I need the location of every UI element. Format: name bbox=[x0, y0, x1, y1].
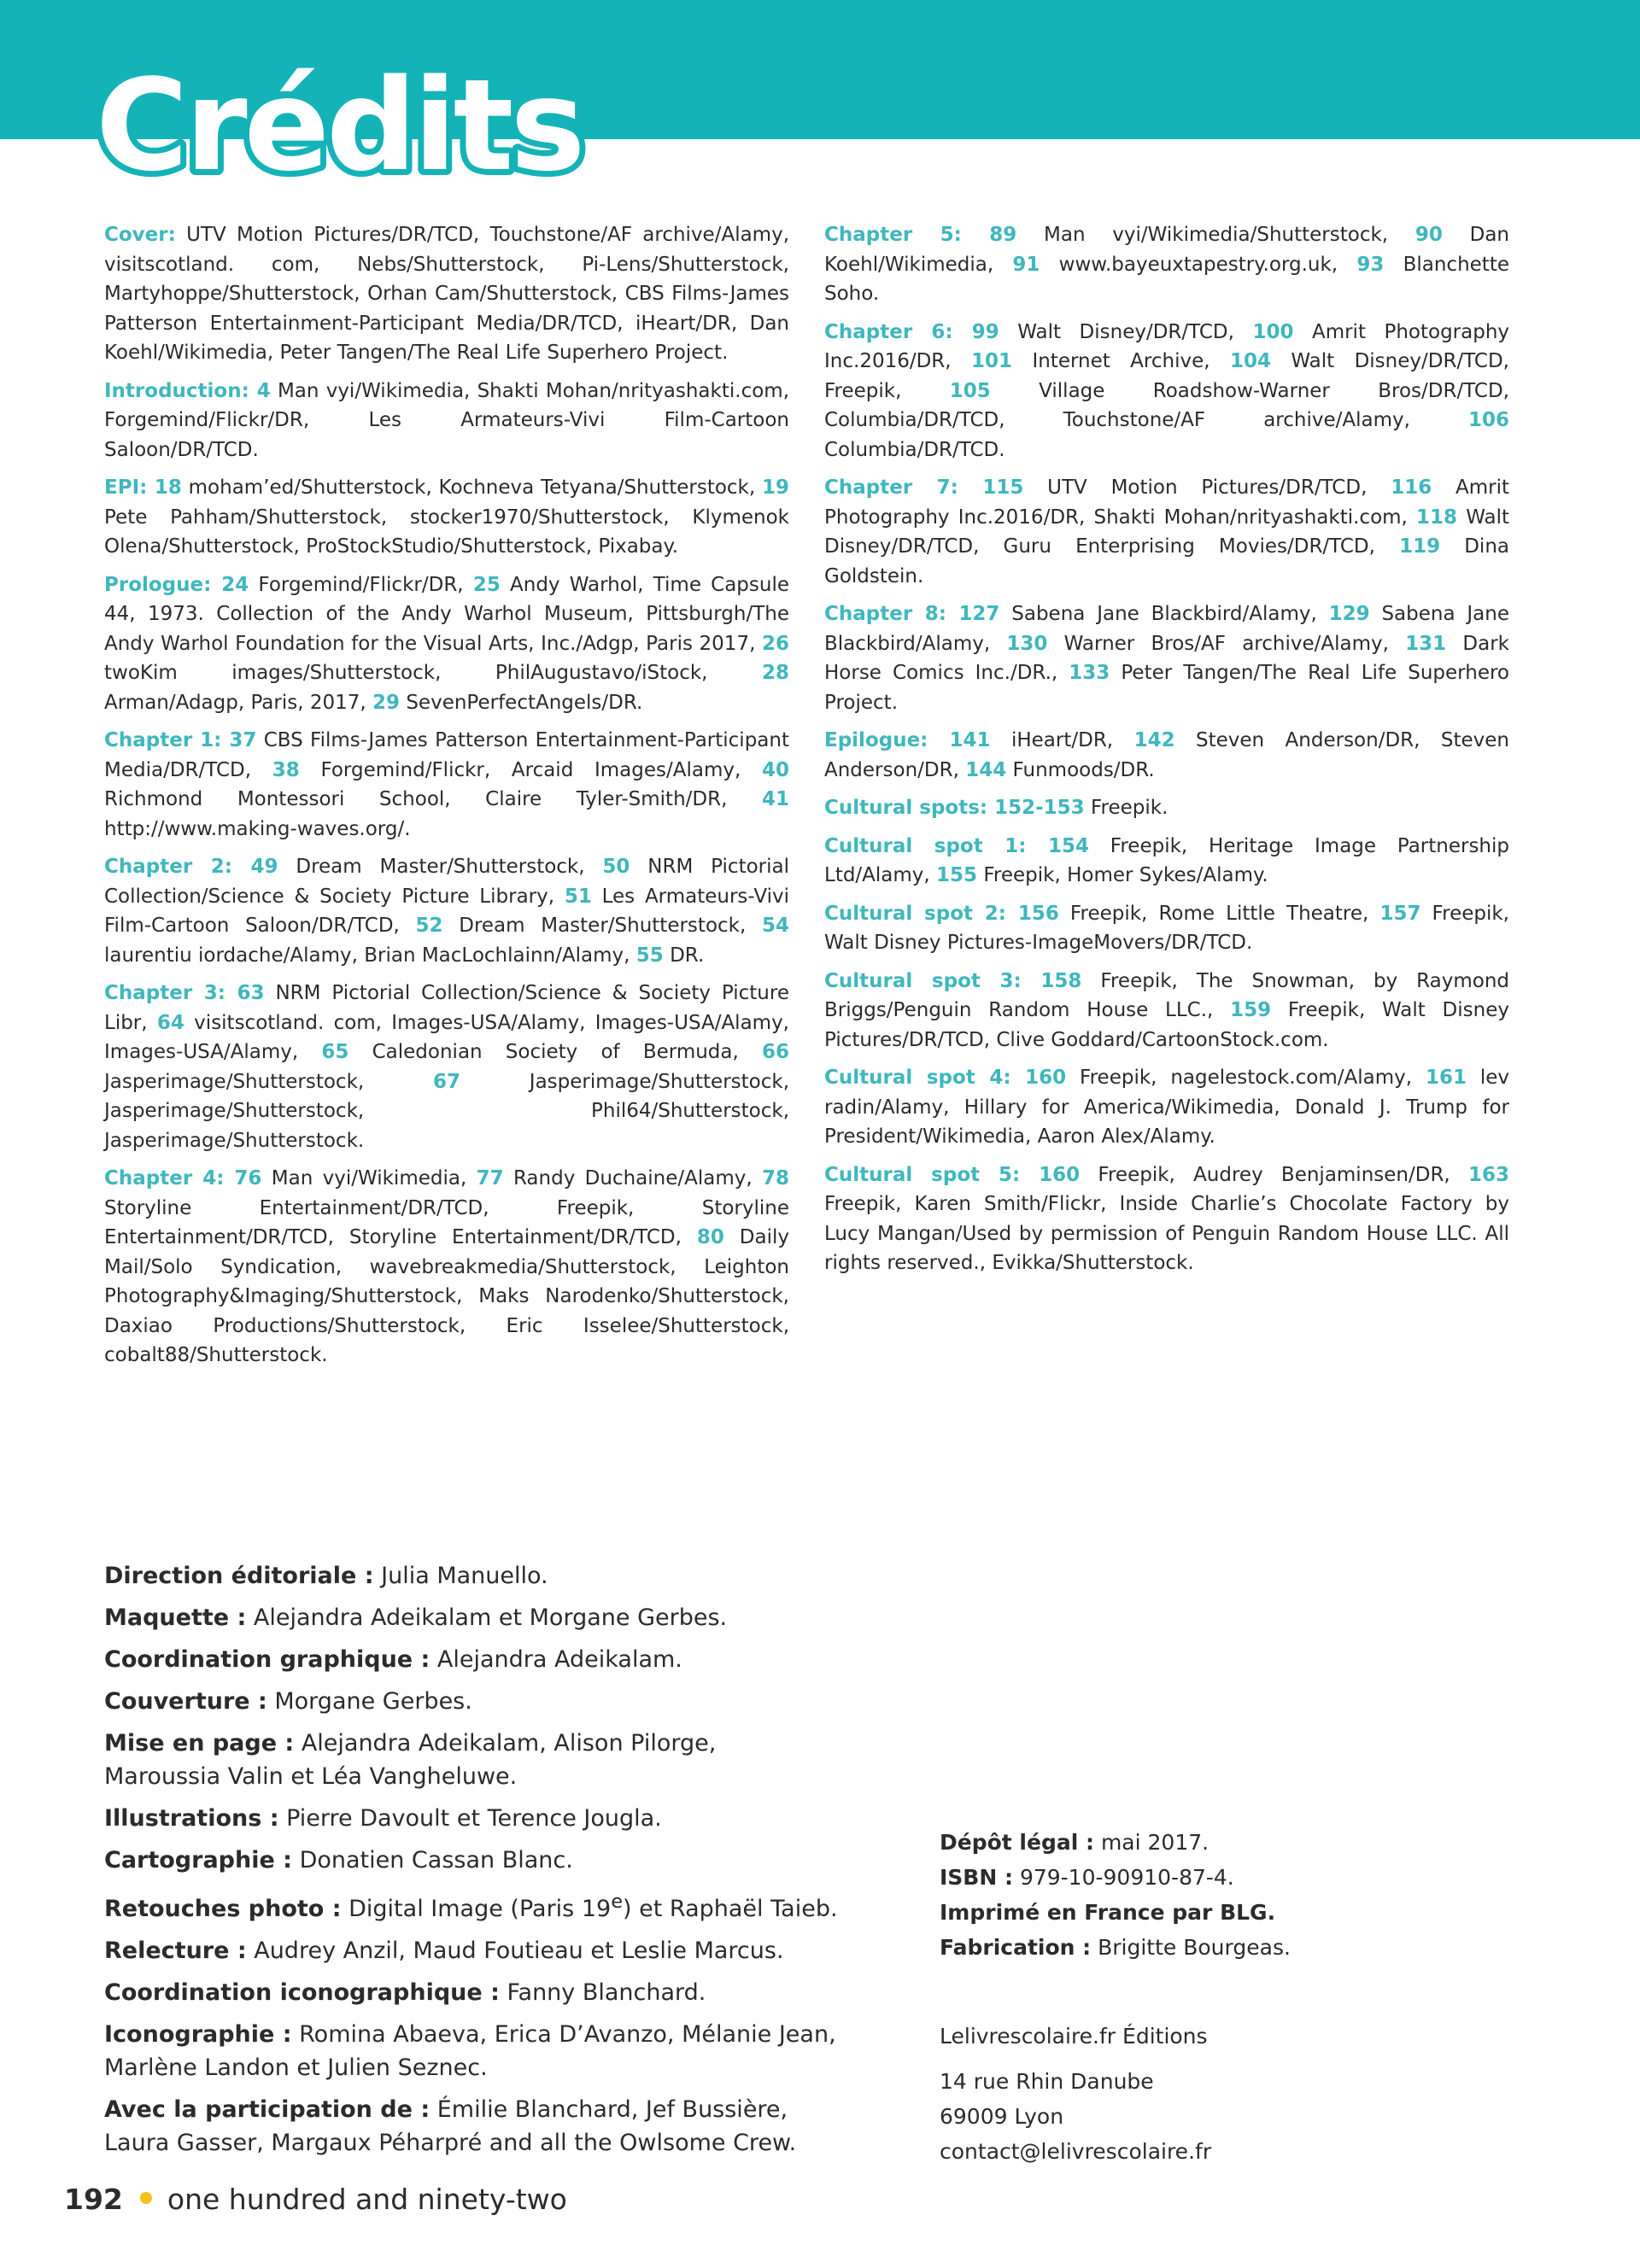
title-graphic bbox=[92, 50, 583, 199]
credit-entry bbox=[824, 318, 1509, 465]
credit-heading: Chapter 6: bbox=[824, 320, 953, 343]
credit-text: Man vyi/Wikimedia/Shutterstock, bbox=[1016, 224, 1415, 246]
credit-heading: Chapter 3: bbox=[104, 982, 226, 1004]
credit-heading: Chapter 4: bbox=[104, 1167, 225, 1190]
legal-line bbox=[940, 1860, 1538, 1895]
credit-heading: Cultural spots: bbox=[824, 797, 988, 819]
credit-heading: Introduction: bbox=[104, 379, 249, 402]
credit-entry bbox=[104, 726, 789, 844]
staff-role: Coordination iconographique : bbox=[104, 1979, 500, 2006]
page-title bbox=[92, 50, 583, 199]
credit-text: Andy Warhol, Time Capsule 44, 1973. Collection of the Andy Warhol Museum, Pittsburgh/The Andy Warhol Foundation for the Visual Arts, Inc./Adgp, Paris 2017, bbox=[104, 573, 790, 655]
page-ref: 90 bbox=[1414, 224, 1443, 246]
page-ref: 50 bbox=[602, 856, 630, 878]
page-number-words: one hundred and ninety-two bbox=[167, 2183, 567, 2216]
credit-text: Columbia/DR/TCD. bbox=[824, 438, 1005, 461]
credit-entry bbox=[104, 570, 789, 718]
credit-text: Dina Goldstein. bbox=[824, 535, 1509, 587]
credit-heading: Prologue: bbox=[104, 573, 212, 596]
credit-text: Walt Disney/DR/TCD, Freepik, bbox=[824, 350, 1509, 402]
credit-text: Sabena Jane Blackbird/Alamy, bbox=[999, 603, 1329, 625]
page-ref: 155 bbox=[936, 864, 978, 886]
credit-heading: Chapter 1: bbox=[104, 729, 222, 751]
staff-item bbox=[104, 1934, 839, 1967]
credit-heading: Chapter 5: bbox=[824, 224, 962, 246]
page-ref: 142 bbox=[1133, 729, 1175, 751]
legal-line bbox=[940, 1895, 1538, 1930]
staff-names: Morgane Gerbes. bbox=[266, 1688, 472, 1715]
page-ref: 28 bbox=[761, 662, 789, 684]
staff-item bbox=[104, 1844, 839, 1877]
page-number: 192 bbox=[64, 2183, 123, 2216]
credit-text: visitscotland. com, Images-USA/Alamy, Images-USA/Alamy, Images-USA/Alamy, bbox=[104, 1011, 789, 1063]
bullet-icon bbox=[140, 2192, 152, 2204]
credit-text: Village Roadshow-Warner Bros/DR/TCD, Columbia/DR/TCD, Touchstone/AF archive/Alamy, bbox=[824, 379, 1509, 431]
credit-heading: Cultural spot 5: bbox=[824, 1163, 1021, 1186]
legal-label: Dépôt légal : bbox=[940, 1830, 1094, 1855]
credit-entry bbox=[824, 220, 1509, 309]
credits-left-column bbox=[104, 220, 789, 1379]
credit-text: Freepik, Audrey Benjaminsen/DR, bbox=[1080, 1163, 1468, 1186]
credit-entry bbox=[104, 852, 789, 970]
credit-entry bbox=[104, 1164, 789, 1371]
credit-text: Man vyi/Wikimedia, Shakti Mohan/nrityashakti.com, Forgemind/Flickr/DR, Les Armateurs-Vivi Film-Cartoon Saloon/DR/TCD. bbox=[104, 379, 790, 461]
staff-role: Cartographie : bbox=[104, 1847, 292, 1873]
page-ref: 131 bbox=[1405, 632, 1447, 655]
page-ref: 55 bbox=[636, 944, 664, 967]
credit-text: SevenPerfectAngels/DR. bbox=[400, 691, 643, 714]
credit-text: twoKim images/Shutterstock, PhilAugustavo/iStock, bbox=[104, 662, 762, 684]
credit-text: Amrit Photography Inc.2016/DR, Shakti Mohan/nrityashakti.com, bbox=[824, 476, 1509, 529]
page-ref: 26 bbox=[761, 632, 789, 655]
staff-role: Maquette : bbox=[104, 1605, 247, 1631]
credit-heading: Cultural spot 3: bbox=[824, 969, 1022, 992]
credit-text: lev radin/Alamy, Hillary for America/Wikimedia, Donald J. Trump for President/Wikimedia, Aaron Alex/Alamy. bbox=[824, 1067, 1509, 1148]
credit-text: iHeart/DR, bbox=[990, 729, 1134, 751]
page-ref: 160 bbox=[1010, 1067, 1067, 1089]
page-ref: 99 bbox=[952, 320, 999, 343]
page-ref: 40 bbox=[761, 758, 789, 781]
staff-names: Romina Abaeva, Erica D’Avanzo, Mélanie Jean, Marlène Landon et Julien Seznec. bbox=[104, 2021, 836, 2081]
staff-item bbox=[104, 1643, 839, 1676]
page-ref: 76 bbox=[224, 1167, 262, 1190]
page-ref: 133 bbox=[1069, 662, 1110, 684]
staff-role: Relecture : bbox=[104, 1938, 247, 1964]
credit-text: Jasperimage/Shutterstock, bbox=[104, 1070, 433, 1093]
page-ref: 18 bbox=[147, 476, 182, 499]
page-ref: 104 bbox=[1229, 350, 1271, 372]
credit-text: Forgemind/Flickr/DR, bbox=[249, 573, 473, 596]
credits-right-column bbox=[824, 220, 1509, 1287]
page-ref: 129 bbox=[1328, 603, 1370, 625]
page-ref: 37 bbox=[221, 729, 257, 751]
page-ref: 160 bbox=[1020, 1163, 1081, 1186]
credit-text: www.bayeuxtapestry.org.uk, bbox=[1040, 253, 1357, 276]
publisher-city: 69009 Lyon bbox=[940, 2104, 1064, 2129]
editorial-staff bbox=[104, 1559, 839, 2168]
credit-text: Storyline Entertainment/DR/TCD, Freepik, Storyline Entertainment/DR/TCD, Storyline Entertainment/DR/TCD, bbox=[104, 1196, 789, 1248]
page-ref: 4 bbox=[249, 379, 271, 402]
staff-names: Donatien Cassan Blanc. bbox=[291, 1847, 573, 1873]
page-ref: 89 bbox=[961, 224, 1017, 246]
legal-value: mai 2017. bbox=[1094, 1830, 1210, 1855]
credit-text: Freepik, Walt Disney Pictures/DR/TCD, Clive Goddard/CartoonStock.com. bbox=[824, 999, 1509, 1051]
credit-entry bbox=[104, 377, 789, 465]
credit-text: Blanchette Soho. bbox=[824, 253, 1509, 305]
page-ref: 63 bbox=[225, 982, 265, 1004]
credit-text: Dream Master/Shutterstock, bbox=[442, 915, 762, 937]
staff-item bbox=[104, 1559, 839, 1593]
credit-text: Freepik, Heritage Image Partnership Ltd/Alamy, bbox=[824, 834, 1509, 886]
credit-entry bbox=[824, 726, 1509, 785]
credit-text: Jasperimage/Shutterstock, Jasperimage/Shutterstock, Phil64/Shutterstock, Jasperimage/Shutterstock. bbox=[104, 1070, 790, 1152]
page-ref: 54 bbox=[761, 915, 789, 937]
credit-text: UTV Motion Pictures/DR/TCD, Touchstone/AF archive/Alamy, visitscotland. com, Nebs/Shutterstock, Pi-Lens/Shutterstock, Martyhoppe/Shutterstock, Orhan Cam/Shutterstock, CBS Films-James Patterson Entertainment-Participant Media/DR/TCD, iHeart/DR, Dan Koehl/Wikimedia, Peter Tangen/The Real Life Superhero Project. bbox=[104, 224, 789, 364]
publisher-email: contact@lelivrescolaire.fr bbox=[940, 2139, 1212, 2164]
credit-text: Freepik, The Snowman, by Raymond Briggs/Penguin Random House LLC., bbox=[824, 969, 1509, 1021]
staff-role: Mise en page : bbox=[104, 1730, 295, 1757]
publisher-address bbox=[940, 2019, 1538, 2169]
page-ref: 106 bbox=[1467, 409, 1509, 431]
credit-text: Steven Anderson/DR, Steven Anderson/DR, bbox=[824, 729, 1509, 781]
page-ref: 141 bbox=[928, 729, 991, 751]
credit-text: Walt Disney/DR/TCD, Guru Enterprising Movies/DR/TCD, bbox=[824, 506, 1509, 558]
legal-label: Imprimé en France par BLG. bbox=[940, 1900, 1276, 1925]
page-ref: 41 bbox=[761, 788, 789, 810]
legal-value: 979-10-90910-87-4. bbox=[1013, 1865, 1234, 1890]
credit-text: Daily Mail/Solo Syndication, wavebreakmedia/Shutterstock, Leighton Photography&Imaging/Shutterstock, Maks Narodenko/Shutterstock, Daxiao Productions/Shutterstock, Eric Isselee/Shutterstock, cobalt88/Shutterstock. bbox=[104, 1226, 789, 1366]
staff-names: Alejandra Adeikalam, Alison Pilorge, Maroussia Valin et Léa Vangheluwe. bbox=[104, 1730, 717, 1790]
credit-text: Freepik, Rome Little Theatre, bbox=[1058, 902, 1380, 925]
credit-entry bbox=[824, 967, 1509, 1055]
credit-text: Freepik, Homer Sykes/Alamy. bbox=[977, 864, 1268, 886]
staff-role: Iconographie : bbox=[104, 2021, 292, 2048]
publisher-street: 14 rue Rhin Danube bbox=[940, 2069, 1154, 2094]
page-ref: 159 bbox=[1230, 999, 1272, 1021]
staff-names: Audrey Anzil, Maud Foutieau et Leslie Marcus. bbox=[246, 1938, 784, 1964]
credit-text: UTV Motion Pictures/DR/TCD, bbox=[1023, 476, 1391, 499]
credit-heading: Cover: bbox=[104, 224, 176, 246]
credit-heading: Chapter 8: bbox=[824, 603, 946, 625]
credit-text: Les Armateurs-Vivi Film-Cartoon Saloon/DR/TCD, bbox=[104, 885, 789, 937]
staff-role: Couverture : bbox=[104, 1688, 267, 1715]
credit-text: NRM Pictorial Collection/Science & Society Picture Libr, bbox=[104, 982, 789, 1034]
superscript: e bbox=[611, 1891, 624, 1913]
staff-names: Pierre Davoult et Terence Jougla. bbox=[278, 1805, 662, 1832]
legal-value: Brigitte Bourgeas. bbox=[1091, 1935, 1291, 1960]
staff-role: Coordination graphique : bbox=[104, 1646, 430, 1673]
credit-entry bbox=[824, 599, 1509, 717]
staff-role: Retouches photo : bbox=[104, 1896, 342, 1922]
title-text: Crédits bbox=[96, 52, 583, 199]
page-ref: 77 bbox=[476, 1167, 504, 1190]
page-footer bbox=[64, 2183, 567, 2217]
staff-role: Avec la participation de : bbox=[104, 2096, 430, 2123]
staff-item bbox=[104, 2018, 839, 2084]
page-ref: 51 bbox=[564, 885, 592, 908]
staff-item bbox=[104, 1976, 839, 2009]
credit-text: Pete Pahham/Shutterstock, stocker1970/Shutterstock, Klymenok Olena/Shutterstock, ProStockStudio/Shutterstock, Pixabay. bbox=[104, 506, 789, 558]
credit-text: Internet Archive, bbox=[1012, 350, 1230, 372]
page-ref: 154 bbox=[1026, 834, 1089, 857]
credit-text: CBS Films-James Patterson Entertainment-Participant Media/DR/TCD, bbox=[104, 729, 789, 781]
credit-heading: Cultural spot 2: bbox=[824, 902, 1007, 925]
credit-entry bbox=[104, 473, 789, 562]
staff-item bbox=[104, 1727, 839, 1793]
staff-names: Digital Image (Paris 19 bbox=[341, 1896, 612, 1922]
page-ref: 105 bbox=[949, 379, 991, 402]
staff-names: Julia Manuello. bbox=[373, 1563, 548, 1589]
credit-text: Freepik, nagelestock.com/Alamy, bbox=[1066, 1067, 1426, 1089]
credit-text: DR. bbox=[663, 944, 705, 967]
credit-text: Dream Master/Shutterstock, bbox=[278, 856, 603, 878]
page-ref: 29 bbox=[372, 691, 401, 714]
staff-item bbox=[104, 1685, 839, 1718]
credit-text: Warner Bros/AF archive/Alamy, bbox=[1047, 632, 1406, 655]
credit-text: Amrit Photography Inc.2016/DR, bbox=[824, 320, 1510, 372]
page-ref: 78 bbox=[762, 1167, 790, 1190]
staff-role: Illustrations : bbox=[104, 1805, 279, 1832]
credit-entry bbox=[824, 1160, 1509, 1278]
staff-names: Fanny Blanchard. bbox=[499, 1979, 706, 2006]
staff-role: Direction éditoriale : bbox=[104, 1563, 374, 1589]
page-ref: 101 bbox=[971, 350, 1013, 372]
page-ref: 130 bbox=[1006, 632, 1048, 655]
credit-text: Funmoods/DR. bbox=[1006, 758, 1155, 781]
credit-heading: Cultural spot 1: bbox=[824, 834, 1027, 857]
legal-line bbox=[940, 1825, 1538, 1860]
page-ref: 163 bbox=[1467, 1163, 1509, 1186]
credit-text: Forgemind/Flickr, Arcaid Images/Alamy, bbox=[299, 758, 762, 781]
credit-text: Randy Duchaine/Alamy, bbox=[503, 1167, 762, 1190]
credit-heading: Epilogue: bbox=[824, 729, 928, 751]
page-ref: 119 bbox=[1399, 535, 1441, 558]
credit-text: Sabena Jane Blackbird/Alamy, bbox=[824, 603, 1509, 655]
credit-text: Arman/Adagp, Paris, 2017, bbox=[104, 691, 372, 714]
page-ref: 24 bbox=[211, 573, 249, 596]
page-ref: 127 bbox=[946, 603, 1000, 625]
credit-text: Dark Horse Comics Inc./DR., bbox=[824, 632, 1509, 684]
page-ref: 158 bbox=[1021, 969, 1082, 992]
credit-text: moham’ed/Shutterstock, Kochneva Tetyana/Shutterstock, bbox=[181, 476, 762, 499]
credit-entry bbox=[104, 220, 789, 368]
page-ref: 100 bbox=[1252, 320, 1294, 343]
publisher-name: Lelivrescolaire.fr Éditions bbox=[940, 2024, 1208, 2049]
credit-entry bbox=[824, 1063, 1509, 1152]
credit-heading: Cultural spot 4: bbox=[824, 1067, 1011, 1089]
credit-text: NRM Pictorial Collection/Science & Society Picture Library, bbox=[104, 856, 789, 908]
legal-label: ISBN : bbox=[940, 1865, 1013, 1890]
page-ref: 161 bbox=[1425, 1067, 1467, 1089]
page-ref: 91 bbox=[1012, 253, 1040, 276]
page-ref: 93 bbox=[1356, 253, 1385, 276]
credit-text: Richmond Montessori School, Claire Tyler-Smith/DR, bbox=[104, 788, 762, 810]
page-ref: 66 bbox=[762, 1041, 790, 1063]
page-ref: 115 bbox=[958, 476, 1024, 499]
page-ref: 80 bbox=[696, 1226, 724, 1248]
credit-text: Freepik, Walt Disney Pictures-ImageMovers/DR/TCD. bbox=[824, 902, 1509, 954]
legal-line bbox=[940, 1930, 1538, 1965]
credit-entry bbox=[824, 832, 1509, 891]
credit-text: Walt Disney/DR/TCD, bbox=[999, 320, 1253, 343]
credit-text: Caledonian Society of Bermuda, bbox=[348, 1041, 762, 1063]
page-ref: 52 bbox=[415, 915, 443, 937]
staff-item bbox=[104, 2093, 839, 2160]
credit-text: Man vyi/Wikimedia, bbox=[261, 1167, 477, 1190]
page-ref: 156 bbox=[1006, 902, 1059, 925]
credit-entry bbox=[104, 979, 789, 1155]
credit-text: Freepik, Karen Smith/Flickr, Inside Charlie’s Chocolate Factory by Lucy Mangan/Used by permission of Penguin Random House LLC. All rights reserved., Evikka/Shutterstock. bbox=[824, 1193, 1509, 1274]
staff-item bbox=[104, 1885, 839, 1926]
staff-names: Alejandra Adeikalam. bbox=[430, 1646, 682, 1673]
credit-heading: EPI: bbox=[104, 476, 148, 499]
page-ref: 144 bbox=[965, 758, 1007, 781]
credit-text: http://www.making-waves.org/. bbox=[104, 817, 411, 840]
staff-item bbox=[104, 1601, 839, 1634]
page-ref: 157 bbox=[1379, 902, 1421, 925]
page-ref: 49 bbox=[231, 856, 278, 878]
staff-names: Alejandra Adeikalam et Morgane Gerbes. bbox=[246, 1605, 728, 1631]
credit-text: Freepik. bbox=[1084, 797, 1168, 819]
page-ref: 19 bbox=[762, 476, 790, 499]
staff-names-cont: ) et Raphaël Taieb. bbox=[623, 1896, 838, 1922]
page-ref: 67 bbox=[433, 1070, 461, 1093]
page-ref: 152-153 bbox=[987, 797, 1085, 819]
credit-text: Dan Koehl/Wikimedia, bbox=[824, 224, 1510, 276]
credit-entry bbox=[824, 899, 1509, 958]
staff-names: Émilie Blanchard, Jef Bussière, Laura Gasser, Margaux Péharpré and all the Owlsome Crew. bbox=[104, 2096, 797, 2156]
page-ref: 64 bbox=[156, 1011, 184, 1034]
credit-heading: Chapter 7: bbox=[824, 476, 958, 499]
page-ref: 65 bbox=[321, 1041, 349, 1063]
page-ref: 38 bbox=[272, 758, 300, 781]
credit-text: Peter Tangen/The Real Life Superhero Project. bbox=[824, 662, 1509, 714]
credit-heading: Chapter 2: bbox=[104, 856, 232, 878]
credit-entry bbox=[824, 473, 1509, 591]
credit-entry bbox=[824, 793, 1509, 823]
legal-info bbox=[940, 1825, 1538, 1965]
page-ref: 25 bbox=[472, 573, 501, 596]
credit-text: laurentiu iordache/Alamy, Brian MacLochlainn/Alamy, bbox=[104, 944, 636, 967]
staff-item bbox=[104, 1802, 839, 1835]
page-ref: 118 bbox=[1416, 506, 1458, 529]
legal-label: Fabrication : bbox=[940, 1935, 1092, 1960]
page-ref: 116 bbox=[1391, 476, 1432, 499]
